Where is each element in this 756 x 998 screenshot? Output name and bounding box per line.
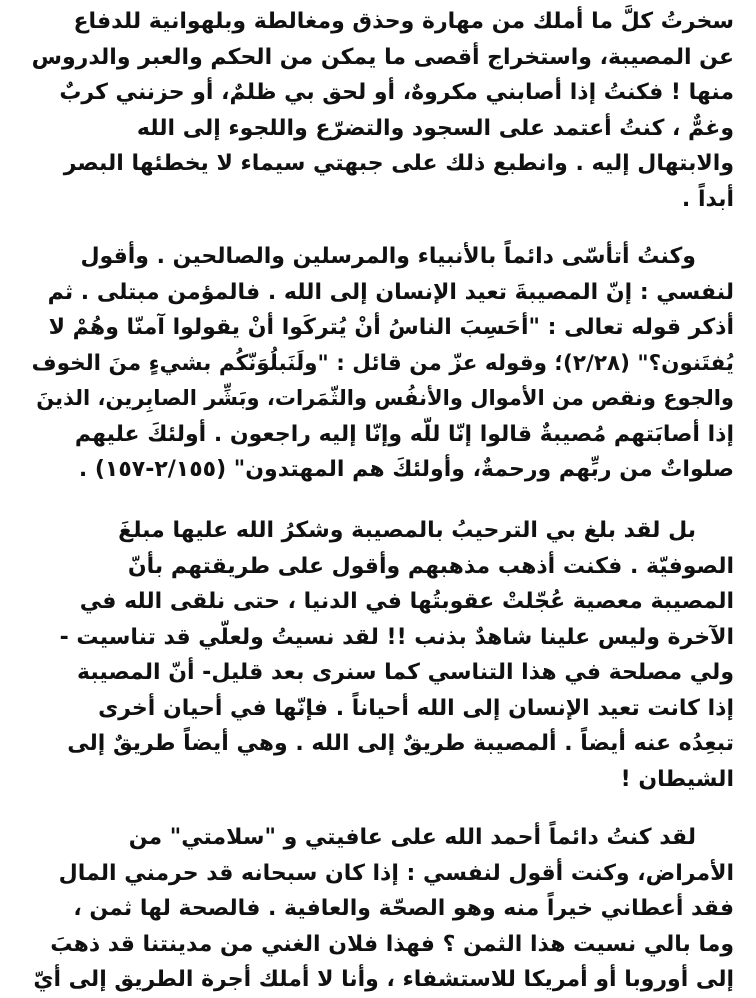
text-line: وغمٌّ ، كنتُ أعتمد على السجود والتضرّع واللجوء إلى الله — [136, 115, 734, 141]
text-line: إذا كانت تعيد الإنسان إلى الله أحياناً . فإنّها في أحيان أخرى — [98, 695, 734, 721]
text-line: لنفسي : إنّ المصيبةَ تعيد الإنسان إلى الله . فالمؤمن مبتلى . ثم — [47, 279, 734, 305]
text-line: إلى أوروبا أو أمريكا للاستشفاء ، وأنا لا أملك أجرة الطريق إلى أيّ — [33, 967, 734, 992]
text-line: إذا أصابَتهم مُصيبةٌ قالوا إنّا للّه وإنّا إليه راجعون . أولئكَ عليهم — [74, 421, 734, 447]
text-line: صلواتٌ من ربِّهم ورحمةٌ، وأولئكَ هم المهتدون" (٢/١٥٥-١٥٧) . — [78, 457, 734, 482]
text-line: أذكر قوله تعالى : "أحَسِبَ الناسُ أنْ يُتركَوا أنْ يقولوا آمنّا وهُمْ لا — [48, 315, 734, 340]
text-line: أبداً . — [681, 186, 734, 212]
paragraph-4 — [22, 820, 734, 998]
paragraph-3 — [22, 513, 734, 797]
text-line: والجوع ونقص من الأموال والأنفُس والثّمَرات، وبَشِّر الصابِرين، الذينَ — [36, 386, 734, 410]
text-line: ولي مصلحة في هذا التناسي كما سنرى بعد قليل- أنّ المصيبة — [77, 660, 734, 685]
text-line: لقد كنتُ دائماً أحمد الله على عافيتي و "سلامتي" من — [128, 825, 696, 850]
text-line: تبعِدُه عنه أيضاً . ألمصيبة طريقٌ إلى الله . وهي أيضاً طريقٌ إلى — [67, 731, 734, 756]
paragraph-2 — [22, 239, 734, 488]
text-line: الآخرة وليس علينا شاهدٌ بذنب !! لقد نسيتُ ولعلّي قد تناسيت - — [59, 624, 734, 650]
text-line: فقد أعطاني خيراً منه وهو الصحّة والعافية . فالصحة لها ثمن ، — [73, 896, 734, 921]
text-line: الأمراض، وكنت أقول لنفسي : إذا كان سبحانه قد حرمني المال — [58, 860, 734, 886]
text-line: الشيطان ! — [620, 766, 734, 792]
text-line: يُفتَنون؟" (٢/٢٨)؛ وقوله عزّ من قائل : "ولَنَبلُوَنّكُم بشيءٍ منَ الخوف — [31, 350, 734, 376]
text-line: وما بالي نسيت هذا الثمن ؟ فهذا فلان الغني من مدينتنا قد ذهبَ — [50, 931, 734, 957]
text-line: الصوفيّة . فكنت أذهب مذهبهم وأقول على طريقتهم بأنّ — [127, 553, 734, 579]
paragraph-1 — [22, 4, 734, 217]
text-line: والابتهال إليه . وانطبع ذلك على جبهتي سيماء لا يخطئها البصر — [63, 151, 734, 176]
text-line: المصيبة معصية عُجّلتْ عقوبتُها في الدنيا ، حتى نلقى الله في — [79, 589, 734, 614]
text-line: عن المصيبة، واستخراج أقصى ما يمكن من الحكم والعبر والدروس — [31, 44, 734, 70]
text-line: بل لقد بلغ بي الترحيبُ بالمصيبة وشكرُ الله عليها مبلغَ — [118, 518, 696, 543]
text-line: منها ! فكنتُ إذا أصابني مكروهٌ، أو لحق بي ظلمٌ، أو حزنني كربٌ — [59, 80, 734, 105]
text-line: سخرتُ كلَّ ما أملك من مهارة وحذق ومغالطة وبلهوانية للدفاع — [73, 9, 734, 34]
document-page — [22, 0, 734, 991]
text-line: وكنتُ أتأسّى دائماً بالأنبياء والمرسلين والصالحين . وأقول — [80, 244, 696, 269]
